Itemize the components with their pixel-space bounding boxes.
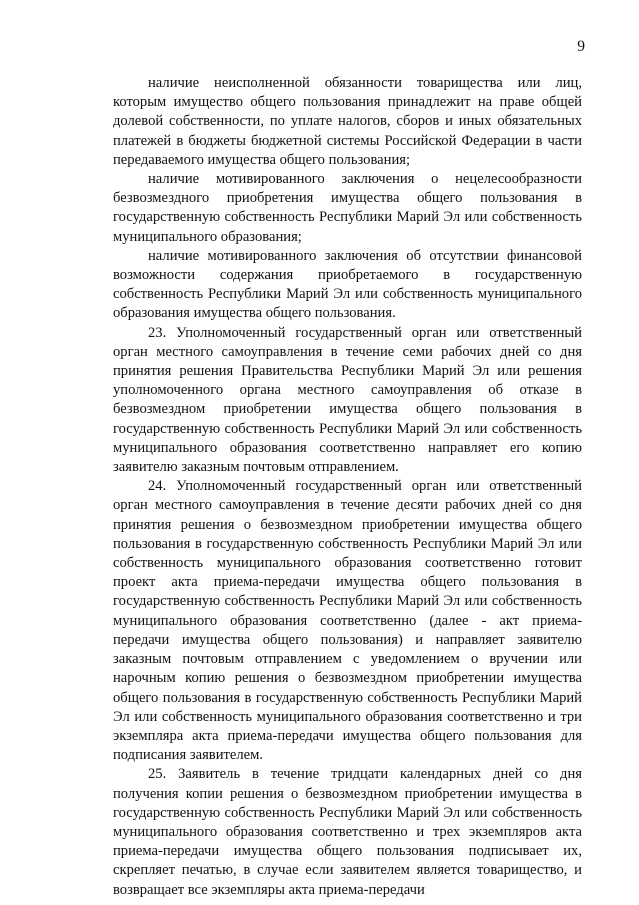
page-number: 9 [577,38,585,55]
document-body [113,74,582,900]
paragraph-clause-24: 24. Уполномоченный государственный орган или ответственный орган местного самоуправления в течение десяти рабочих дней со дня принятия решения о безвозмездном приобретении имущества общего пользования в государственную собственность Республики Марий Эл или собственность муниципального образования соответственно готовит проект акта приема-передачи имущества общего пользования в государственную собственность Республики Марий Эл или собственность муниципального образования соответственно (далее - акт приема-передачи имущества общего пользования) и направляет заявителю заказным почтовым отправлением с уведомлением о вручении или нарочным копию решения о безвозмездном приобретении имущества общего пользования в государственную собственность Республики Марий Эл или собственность муниципального образования соответственно и три экземпляра акта приема-передачи имущества общего пользования для подписания заявителем. [113,478,582,764]
paragraph-financial-conclusion: наличие мотивированного заключения об отсутствии финансовой возможности содержания приобретаемого в государственную собственность Республики Марий Эл или собственность муниципального образования имущества общего пользования. [113,247,582,322]
paragraph-inexpedience-conclusion: наличие мотивированного заключения о нецелесообразности безвозмездного приобретения имущества общего пользования в государственную собственность Республики Марий Эл или собственность муниципального образования; [113,171,582,245]
paragraph-clause-23: 23. Уполномоченный государственный орган или ответственный орган местного самоуправления в течение семи рабочих дней со дня принятия решения Правительства Республики Марий Эл или решения уполномоченного органа местного самоуправления об отказе в безвозмездном приобретении имущества общего пользования в государственную собственность Республики Марий Эл или собственность муниципального образования соответственно направляет его копию заявителю заказным почтовым отправлением. [113,324,582,476]
paragraph-clause-25: 25. Заявитель в течение тридцати календарных дней со дня получения копии решения о безвозмездном приобретении имущества в государственную собственность Республики Марий Эл или собственность муниципального образования соответственно и трех экземпляров акта приема-передачи имущества общего пользования подписывает их, скрепляет печатью, в случае если заявителем является товарищество, и возвращает все экземпляры акта приема-передачи [113,766,582,898]
paragraph-outstanding-obligation: наличие неисполненной обязанности товарищества или лиц, которым имущество общего пользования принадлежит на праве общей долевой собственности, по уплате налогов, сборов и иных обязательных платежей в бюджеты бюджетной системы Российской Федерации в части передаваемого имущества общего пользования; [113,75,582,168]
